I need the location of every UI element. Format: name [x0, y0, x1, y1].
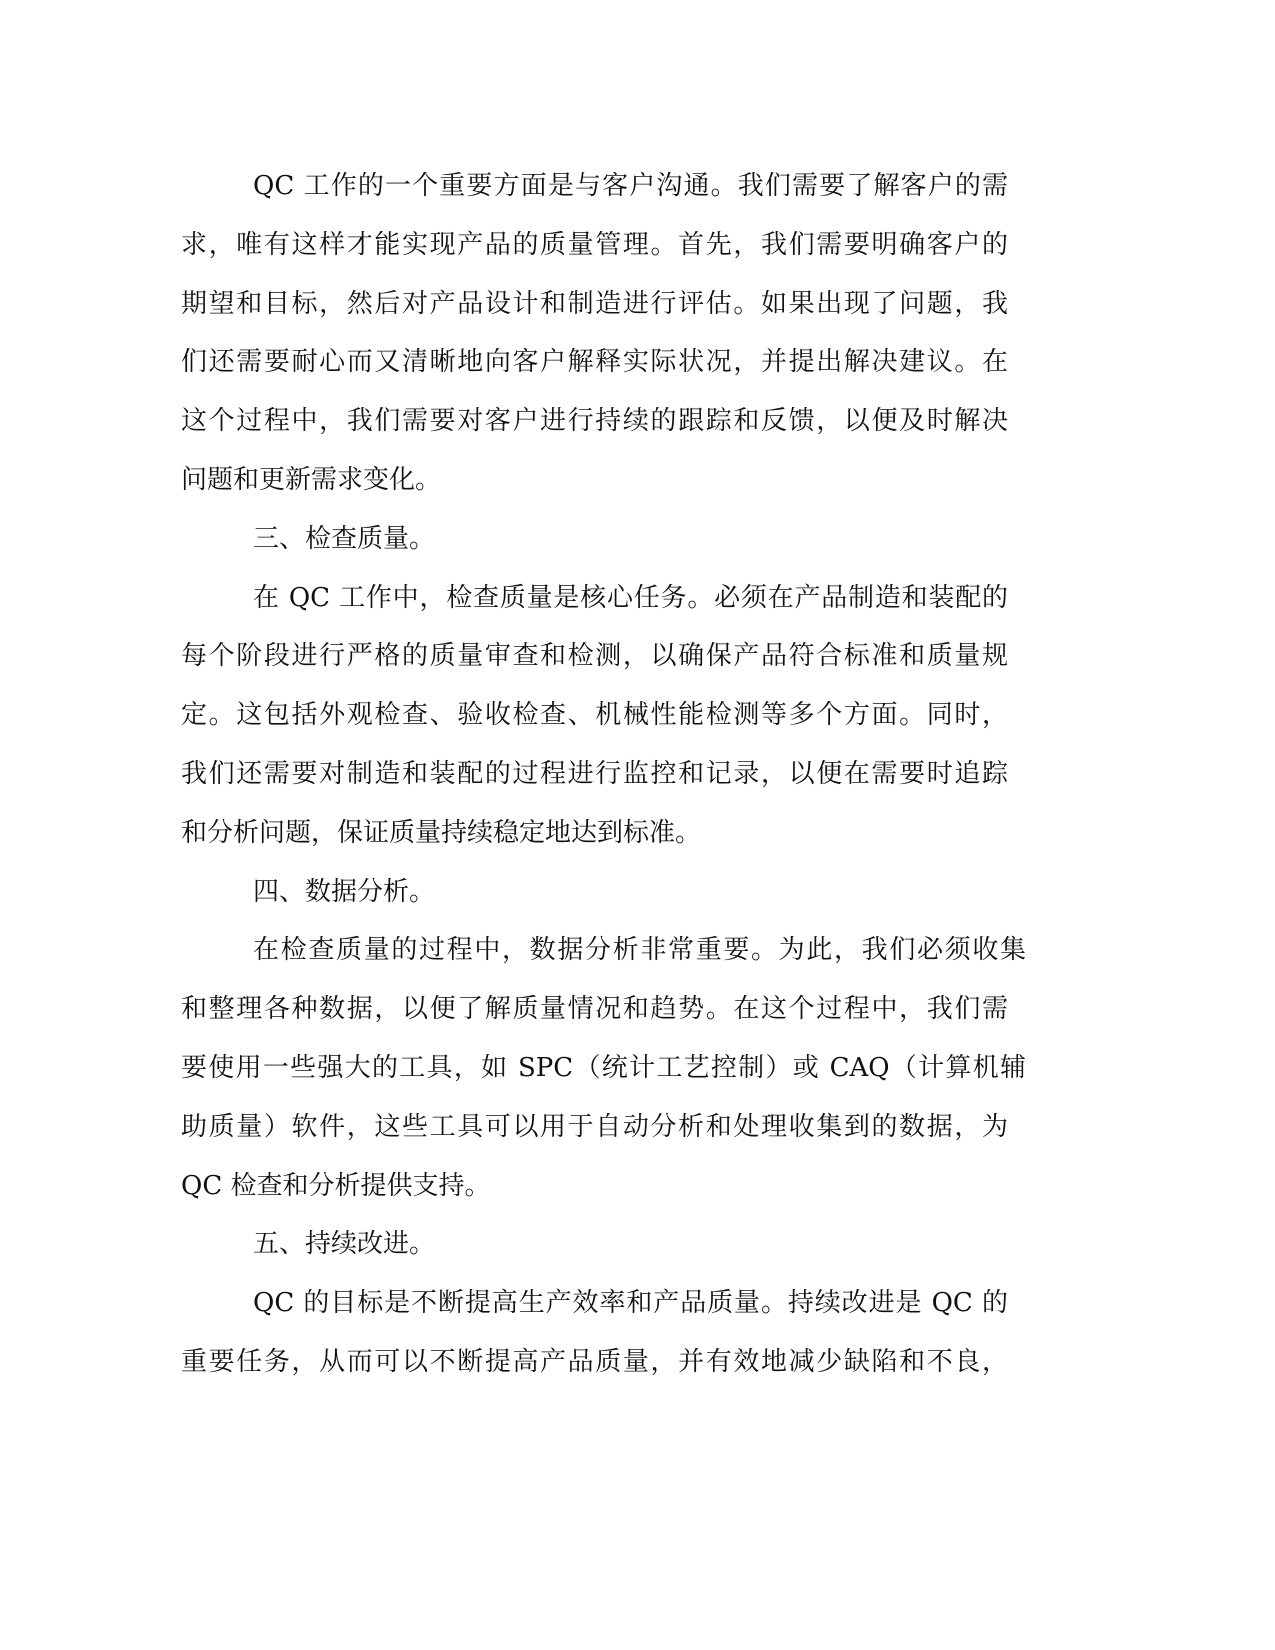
paragraph-line: 和分析问题，保证质量持续稳定地达到标准。	[181, 817, 702, 848]
paragraph-line: 这个过程中，我们需要对客户进行持续的跟踪和反馈，以便及时解决	[181, 406, 1008, 437]
section-heading: 五、持续改进。	[253, 1229, 436, 1260]
paragraph-line: 在检查质量的过程中，数据分析非常重要。为此，我们必须收集	[253, 935, 1026, 966]
paragraph-line: QC 工作的一个重要方面是与客户沟通。我们需要了解客户的需	[253, 171, 1008, 201]
paragraph-line: 们还需要耐心而又清晰地向客户解释实际状况，并提出解决建议。在	[181, 347, 1008, 378]
section-heading: 三、检查质量。	[253, 523, 436, 554]
section-heading: 四、数据分析。	[253, 876, 436, 907]
paragraph-line: 要使用一些强大的工具，如 SPC（统计工艺控制）或 CAQ（计算机辅	[181, 1052, 1026, 1083]
paragraph-line: 我们还需要对制造和装配的过程进行监控和记录，以便在需要时追踪	[181, 758, 1008, 789]
paragraph-line: 助质量）软件，这些工具可以用于自动分析和处理收集到的数据，为	[181, 1111, 1008, 1142]
paragraph-line: 定。这包括外观检查、验收检查、机械性能检测等多个方面。同时，	[181, 700, 1008, 731]
paragraph-line: 求，唯有这样才能实现产品的质量管理。首先，我们需要明确客户的	[181, 229, 1008, 260]
paragraph-line: QC 的目标是不断提高生产效率和产品质量。持续改进是 QC 的	[253, 1288, 1008, 1319]
document-body	[181, 157, 1041, 1392]
paragraph-line: 每个阶段进行严格的质量审查和检测，以确保产品符合标准和质量规	[181, 641, 1008, 672]
paragraph-line: 和整理各种数据，以便了解质量情况和趋势。在这个过程中，我们需	[181, 994, 1008, 1025]
paragraph-line: 问题和更新需求变化。	[181, 464, 442, 495]
paragraph-line: 在 QC 工作中，检查质量是核心任务。必须在产品制造和装配的	[253, 582, 1008, 613]
paragraph-line: 重要任务，从而可以不断提高产品质量，并有效地减少缺陷和不良，	[181, 1346, 1008, 1377]
paragraph-line: 期望和目标，然后对产品设计和制造进行评估。如果出现了问题，我	[181, 288, 1008, 319]
paragraph-line: QC 检查和分析提供支持。	[181, 1170, 491, 1201]
